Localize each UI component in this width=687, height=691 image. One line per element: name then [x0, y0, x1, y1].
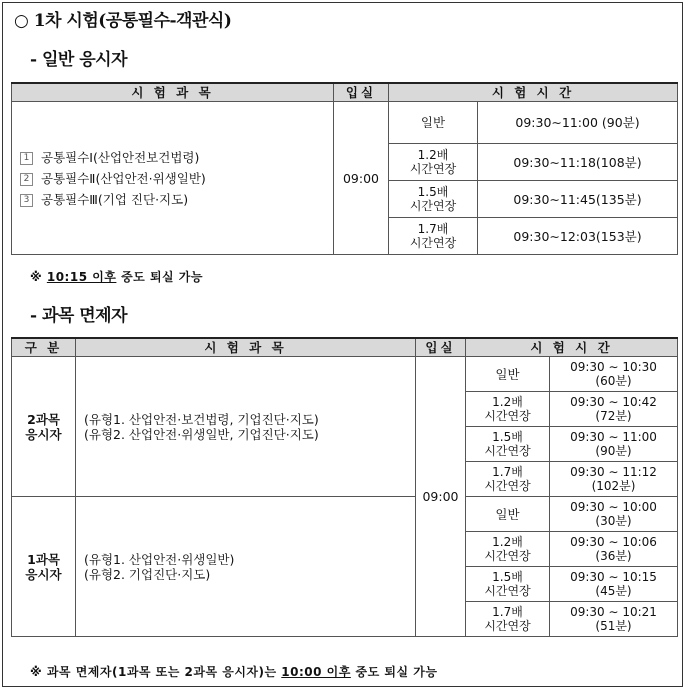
extension-type: 1.5배 시간연장 — [466, 427, 550, 462]
exam-time: 09:30 ∼ 10:00 (30분) — [550, 497, 678, 532]
extension-type: 1.7배 시간연장 — [466, 462, 550, 497]
exam-time: 09:30 ∼ 10:21 (51분) — [550, 602, 678, 637]
subject-cell: (유형1. 산업안전·보건법령, 기업진단·지도) (유형2. 산업안전·위생일반, 기업진단·지도) — [76, 357, 416, 497]
extension-type: 일반 — [466, 497, 550, 532]
category-cell: 1과목 응시자 — [12, 497, 76, 637]
number-box-icon: 1 — [20, 152, 33, 165]
general-subjects-cell — [12, 102, 334, 255]
header-subject: 시 험 과 목 — [12, 83, 334, 102]
subject-item: 3 공통필수Ⅲ(기업 진단·지도) — [20, 189, 333, 210]
exam-time: 09:30 ∼ 11:00 (90분) — [550, 427, 678, 462]
header-entry: 입실 — [334, 83, 389, 102]
exam-time: 09:30∼11:18(108분) — [478, 144, 678, 181]
exam-time: 09:30 ∼ 10:42 (72분) — [550, 392, 678, 427]
exam-time: 09:30 ∼ 10:30 (60분) — [550, 357, 678, 392]
header-subject: 시 험 과 목 — [76, 338, 416, 357]
extension-type: 1.2배 시간연장 — [389, 144, 478, 181]
extension-type: 1.5배 시간연장 — [466, 567, 550, 602]
extension-type: 1.2배 시간연장 — [466, 392, 550, 427]
subject-item: 1 공통필수Ⅰ(산업안전보건법령) — [20, 147, 333, 168]
extension-type: 1.2배 시간연장 — [466, 532, 550, 567]
number-box-icon: 2 — [20, 173, 33, 186]
subject-item: 2 공통필수Ⅱ(산업안전·위생일반) — [20, 168, 333, 189]
exempt-heading: - 과목 면제자 — [30, 306, 128, 326]
exempt-note: ※ 과목 면제자(1과목 또는 2과목 응시자)는 10:00 이후 중도 퇴실 가능 — [30, 665, 438, 679]
exam-time: 09:30 ∼ 11:12 (102분) — [550, 462, 678, 497]
header-category: 구 분 — [12, 338, 76, 357]
header-time: 시 험 시 간 — [466, 338, 678, 357]
number-box-icon: 3 — [20, 194, 33, 207]
extension-type: 일반 — [389, 102, 478, 144]
exam-time: 09:30 ∼ 10:06 (36분) — [550, 532, 678, 567]
extension-type: 일반 — [466, 357, 550, 392]
category-cell: 2과목 응시자 — [12, 357, 76, 497]
general-schedule-table — [11, 82, 678, 255]
general-entry-time: 09:00 — [334, 102, 389, 255]
exempt-schedule-table — [11, 337, 678, 637]
exam-time: 09:30∼11:45(135분) — [478, 181, 678, 218]
subject-cell: (유형1. 산업안전·위생일반) (유형2. 기업진단·지도) — [76, 497, 416, 637]
header-time: 시 험 시 간 — [389, 83, 678, 102]
general-heading: - 일반 응시자 — [30, 50, 128, 70]
section-title: ○ 1차 시험(공통필수-객관식) — [14, 11, 232, 31]
general-note: ※ 10:15 이후 중도 퇴실 가능 — [30, 270, 203, 284]
exam-time: 09:30∼12:03(153분) — [478, 218, 678, 255]
extension-type: 1.5배 시간연장 — [389, 181, 478, 218]
extension-type: 1.7배 시간연장 — [466, 602, 550, 637]
exempt-entry-time: 09:00 — [416, 357, 466, 637]
exam-time: 09:30∼11:00 (90분) — [478, 102, 678, 144]
extension-type: 1.7배 시간연장 — [389, 218, 478, 255]
header-entry: 입실 — [416, 338, 466, 357]
exam-time: 09:30 ∼ 10:15 (45분) — [550, 567, 678, 602]
